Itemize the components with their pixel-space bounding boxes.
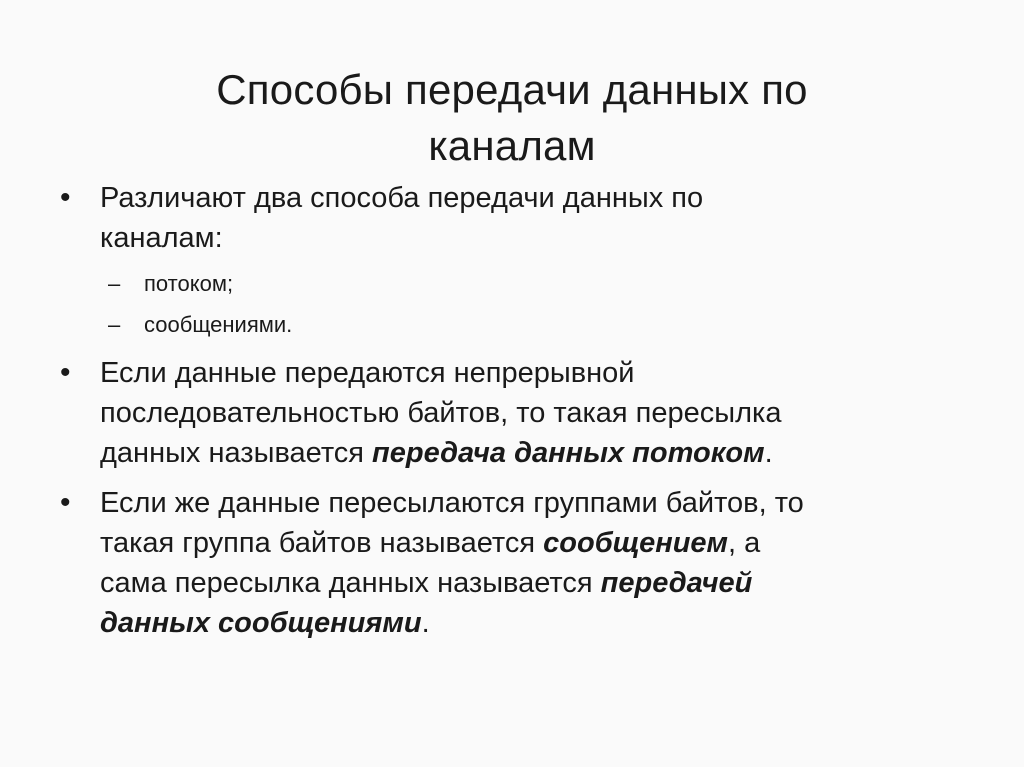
text-run: сама пересылка данных называется (100, 567, 601, 599)
title-line-2: каналам (428, 122, 596, 170)
bullet-line: Если же данные пересылаются группами байтов, то (100, 487, 804, 519)
bullet-marker: • (60, 181, 71, 214)
bullet-line (100, 603, 960, 643)
sub-text: потоком; (144, 271, 234, 296)
bullet-line: каналам: (100, 222, 223, 254)
sub-marker: – (108, 312, 121, 337)
bullet-line: Если данные передаются непрерывной (100, 357, 635, 389)
emphasis-text: передачей (600, 567, 753, 599)
bullet-text (100, 178, 960, 258)
slide-title (0, 62, 1024, 174)
emphasis-text: сообщением (543, 527, 729, 559)
bullet-line (100, 563, 960, 603)
text-run: данных называется (100, 437, 373, 469)
bullet-line: Различают два способа передачи данных по (100, 182, 704, 214)
text-run: такая группа байтов называется (100, 527, 544, 559)
bullet-line: последовательностью байтов, то такая пересылка (100, 397, 782, 429)
bullet-line (100, 433, 960, 473)
sub-text: сообщениями. (144, 312, 293, 337)
title-line-1: Способы передачи данных по (216, 66, 808, 114)
sub-item-2 (108, 311, 292, 339)
bullet-item-3 (60, 483, 960, 643)
emphasis-text: данных сообщениями (100, 607, 422, 639)
bullet-marker: • (60, 486, 71, 519)
sub-item-1 (108, 270, 233, 298)
bullet-text (100, 483, 960, 643)
emphasis-text: передача данных потоком (372, 437, 765, 469)
bullet-item-2 (60, 353, 960, 473)
bullet-line (100, 523, 960, 563)
text-run: . (764, 437, 773, 469)
text-run: , а (728, 527, 761, 559)
sub-marker: – (108, 271, 121, 296)
bullet-item-1 (60, 178, 960, 258)
text-run: . (421, 607, 430, 639)
bullet-text (100, 353, 960, 473)
bullet-marker: • (60, 356, 71, 389)
